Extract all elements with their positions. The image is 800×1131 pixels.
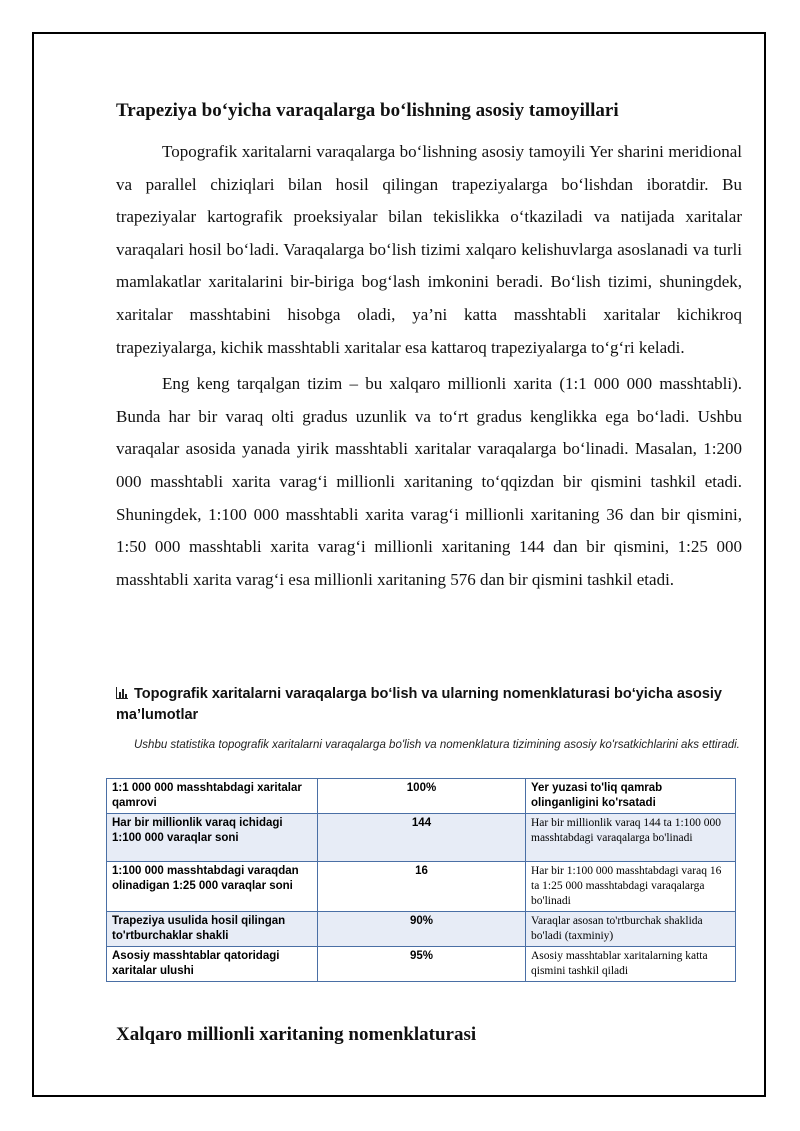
row-value: 16 <box>318 862 526 912</box>
row-value: 144 <box>318 814 526 862</box>
stats-description: Ushbu statistika topografik xaritalarni varaqalarga bo'lish va nomenklatura tizimining asosiy ko'rsatkichlarini aks ettiradi. <box>134 739 740 751</box>
paragraph-1: Topografik xaritalarni varaqalarga bo‘lishning asosiy tamoyili Yer sharini meridional va parallel chiziqlari bilan hosil qilingan trapeziyalarga bo‘lishdan iboratdir. Bu trapeziyalar kartografik proeksiyalar bilan tekislikka o‘tkaziladi va natijada xaritalar varaqalari hosil bo‘ladi. Varaqalarga bo‘lish tizimi xalqaro kelishuvlarga asoslanadi va turli mamlakatlar xaritalarini bir-biriga bog‘lash imkonini beradi. Bo‘lish tizimi, shuningdek, xaritalar masshtabini hisobga oladi, ya’ni katta masshtabli xaritalar kichikroq trapeziyalarga, kichik masshtabli xaritalar esa kattaroq trapeziyalarga to‘g‘ri keladi. <box>116 142 742 357</box>
stats-title <box>116 684 741 726</box>
stats-table <box>106 778 736 982</box>
row-value: 95% <box>318 947 526 982</box>
paragraph-2: Eng keng tarqalgan tizim – bu xalqaro millionli xarita (1:1 000 000 masshtabli). Bunda har bir varaq olti gradus uzunlik va to‘rt gradus kenglikka ega bo‘ladi. Ushbu varaqalar asosida yanada yirik masshtabli xaritalar varaqalarga bo‘linadi. Masalan, 1:200 000 masshtabli xarita varag‘i millionli xaritaning to‘qqizdan bir qismini tashkil etadi. Shuningdek, 1:100 000 masshtabli xarita varag‘i millionli xaritaning 36 dan bir qismini, 1:50 000 masshtabli xarita varag‘i millionli xaritaning 144 dan bir qismini, 1:25 000 masshtabli xarita varag‘i esa millionli xaritaning 576 dan bir qismini tashkil etadi. <box>116 374 742 589</box>
row-label: 1:1 000 000 masshtabdagi xaritalar qamrovi <box>107 779 318 814</box>
table-row <box>107 814 736 862</box>
row-label: Asosiy masshtablar qatoridagi xaritalar ulushi <box>107 947 318 982</box>
row-note: Har bir 1:100 000 masshtabdagi varaq 16 ta 1:25 000 masshtabdagi varaqalarga bo'linadi <box>526 862 736 912</box>
row-value: 100% <box>318 779 526 814</box>
next-section-heading: Xalqaro millionli xaritaning nomenklaturasi <box>116 1024 477 1045</box>
row-note: Asosiy masshtablar xaritalarning katta qismini tashkil qiladi <box>526 947 736 982</box>
document-body <box>116 98 742 600</box>
row-note: Har bir millionlik varaq 144 ta 1:100 000 masshtabdagi varaqalarga bo'linadi <box>526 814 736 862</box>
row-label: Har bir millionlik varaq ichidagi 1:100 000 varaqlar soni <box>107 814 318 862</box>
row-label: Trapeziya usulida hosil qilingan to'rtburchaklar shakli <box>107 912 318 947</box>
table-row <box>107 779 736 814</box>
table-row <box>107 947 736 982</box>
section-heading: Trapeziya bo‘yicha varaqalarga bo‘lishning asosiy tamoyillari <box>116 100 619 121</box>
row-note: Varaqlar asosan to'rtburchak shaklida bo'ladi (taxminiy) <box>526 912 736 947</box>
table-row <box>107 862 736 912</box>
stats-title-text: Topografik xaritalarni varaqalarga bo‘lish va ularning nomenklaturasi bo‘yicha asosiy ma’lumotlar <box>116 686 722 723</box>
row-label: 1:100 000 masshtabdagi varaqdan olinadigan 1:25 000 varaqlar soni <box>107 862 318 912</box>
bar-chart-icon <box>116 687 128 699</box>
table-row <box>107 912 736 947</box>
row-note: Yer yuzasi to'liq qamrab olinganligini ko'rsatadi <box>526 779 736 814</box>
row-value: 90% <box>318 912 526 947</box>
